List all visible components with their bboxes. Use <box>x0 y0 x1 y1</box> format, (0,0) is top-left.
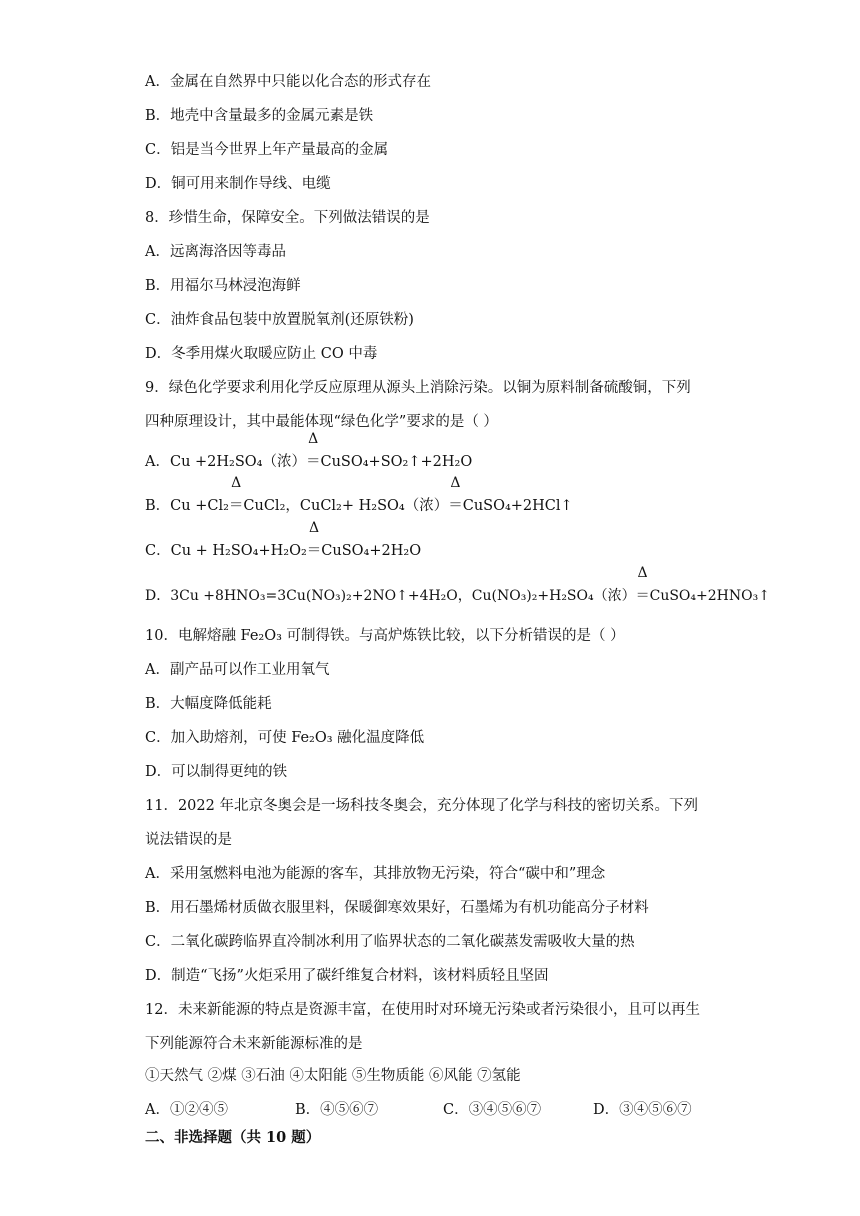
q9-d-reactants: D．3Cu +8HNO₃=3Cu(NO₃)₂+2NO↑+4H₂O，Cu(NO₃)₂+H₂SO₄（浓） <box>145 588 636 604</box>
q11-option-b: B．用石墨烯材质做衣服里料，保暖御寒效果好，石墨烯为有机功能高分子材料 <box>145 900 649 916</box>
q12-option-d: D．③④⑤⑥⑦ <box>593 1102 692 1118</box>
delta-symbol: Δ <box>637 565 648 581</box>
q9-option-d <box>145 565 770 606</box>
q9-stem-line2: 四种原理设计，其中最能体现“绿色化学”要求的是（ ） <box>145 414 498 430</box>
q10-option-b: B．大幅度降低能耗 <box>145 696 272 712</box>
delta-symbol: Δ <box>450 475 461 491</box>
heat-condition: Δ ＝ <box>305 431 321 470</box>
q9-b-reactants: B．Cu +Cl₂ <box>145 498 229 514</box>
q9-option-b <box>145 475 573 516</box>
q7-option-a: A．金属在自然界中只能以化合态的形式存在 <box>145 74 431 90</box>
q9-c-products: CuSO₄+2H₂O <box>321 543 422 559</box>
q12-option-c: C．③④⑤⑥⑦ <box>443 1102 542 1118</box>
q11-stem-line2: 说法错误的是 <box>145 832 232 848</box>
q8-option-d: D．冬季用煤火取暖应防止 CO 中毒 <box>145 346 378 362</box>
heat-condition: Δ ＝ <box>635 565 650 604</box>
q9-b-products: CuSO₄+2HCl↑ <box>462 498 573 514</box>
q10-option-d: D．可以制得更纯的铁 <box>145 764 288 780</box>
heat-condition: Δ ＝ <box>306 520 322 559</box>
q8-stem: 8．珍惜生命，保障安全。下列做法错误的是 <box>145 210 430 226</box>
q8-option-c: C．油炸食品包装中放置脱氧剂(还原铁粉) <box>145 312 414 328</box>
q7-option-d: D．铜可用来制作导线、电缆 <box>145 176 331 192</box>
q12-stem-line1: 12．未来新能源的特点是资源丰富，在使用时对环境无污染或者污染很小，且可以再生 <box>145 1002 700 1018</box>
q9-option-c <box>145 520 422 561</box>
q7-option-b: B．地壳中含量最多的金属元素是铁 <box>145 108 374 124</box>
heat-condition: Δ ＝ <box>228 475 244 514</box>
q10-stem: 10．电解熔融 Fe₂O₃ 可制得铁。与高炉炼铁比较，以下分析错误的是（ ） <box>145 628 625 644</box>
q11-option-a: A．采用氢燃料电池为能源的客车，其排放物无污染，符合“碳中和”理念 <box>145 866 606 882</box>
delta-symbol: Δ <box>308 431 319 447</box>
q11-option-c: C．二氧化碳跨临界直冷制冰利用了临界状态的二氧化碳蒸发需吸收大量的热 <box>145 934 635 950</box>
delta-symbol: Δ <box>308 520 320 536</box>
q8-option-a: A．远离海洛因等毒品 <box>145 244 286 260</box>
q7-option-c: C．铝是当今世界上年产量最高的金属 <box>145 142 389 158</box>
q10-option-c: C．加入助熔剂，可使 Fe₂O₃ 融化温度降低 <box>145 730 425 746</box>
q8-option-b: B．用福尔马林浸泡海鲜 <box>145 278 301 294</box>
q9-a-reactants: A．Cu +2H₂SO₄（浓） <box>145 454 306 470</box>
q10-option-a: A．副产品可以作工业用氧气 <box>145 662 330 678</box>
q12-options <box>145 1100 692 1120</box>
q9-c-reactants: C．Cu + H₂SO₄+H₂O₂ <box>145 543 307 559</box>
q12-stem-line2: 下列能源符合未来新能源标准的是 <box>145 1036 363 1052</box>
q9-a-products: CuSO₄+SO₂↑+2H₂O <box>320 454 473 470</box>
q11-option-d: D．制造“飞扬”火炬采用了碳纤维复合材料，该材料质轻且坚固 <box>145 968 549 984</box>
q9-b-middle: CuCl₂，CuCl₂+ H₂SO₄（浓） <box>243 498 449 514</box>
q9-d-products: CuSO₄+2HNO₃↑ <box>649 588 770 604</box>
section-heading: 二、非选择题（共 10 题） <box>145 1129 321 1146</box>
q12-option-b: B．④⑤⑥⑦ <box>295 1102 379 1118</box>
heat-condition: Δ ＝ <box>448 475 463 514</box>
q11-stem-line1: 11．2022 年北京冬奥会是一场科技冬奥会，充分体现了化学与科技的密切关系。下列 <box>145 798 698 814</box>
q9-stem-line1: 9．绿色化学要求利用化学反应原理从源头上消除污染。以铜为原料制备硫酸铜，下列 <box>145 380 691 396</box>
delta-symbol: Δ <box>231 475 242 491</box>
q12-energy-list: ①天然气 ②煤 ③石油 ④太阳能 ⑤生物质能 ⑥风能 ⑦氢能 <box>145 1068 521 1084</box>
q12-option-a: A．①②④⑤ <box>145 1102 228 1118</box>
q9-option-a <box>145 431 473 472</box>
